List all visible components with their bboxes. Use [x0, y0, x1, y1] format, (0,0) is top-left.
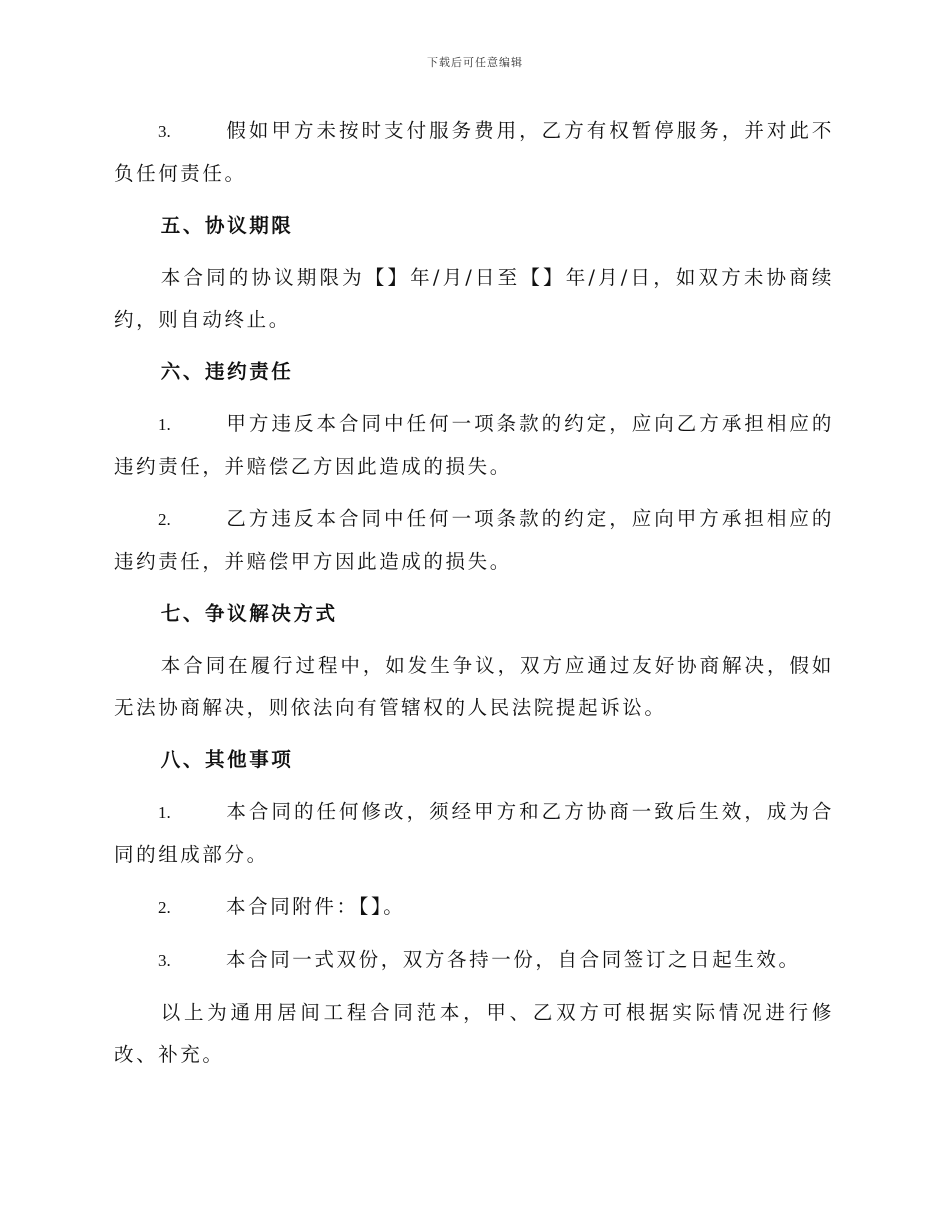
clause-8-2 [114, 886, 834, 929]
section-heading-breach: 六、违约责任 [160, 360, 294, 383]
clause-text: 乙方违反本合同中任何一项条款的约定，应向甲方承担相应的违约责任，并赔偿甲方因此造成的损失。 [114, 507, 834, 573]
section-term-paragraph: 本合同的协议期限为【】年/月/日至【】年/月/日，如双方未协商续约，则自动终止。 [114, 266, 834, 331]
clause-number: 1. [158, 415, 171, 434]
clause-number: 2. [158, 510, 171, 529]
clause-8-3 [114, 939, 834, 982]
clause-8-1 [114, 791, 834, 876]
clause-number: 3. [158, 122, 171, 141]
section-heading-term: 五、协议期限 [160, 214, 294, 237]
section-dispute-paragraph: 本合同在履行过程中，如发生争议，双方应通过友好协商解决，假如无法协商解决，则依法向有管辖权的人民法院提起诉讼。 [114, 654, 834, 719]
clause-text: 本合同的任何修改，须经甲方和乙方协商一致后生效，成为合同的组成部分。 [114, 800, 834, 866]
document-body [114, 110, 834, 1086]
clause-text: 本合同一式双份，双方各持一份，自合同签订之日起生效。 [226, 948, 801, 971]
clause-6-2 [114, 498, 834, 583]
page-header: 下载后可任意编辑 [427, 56, 523, 69]
clause-number: 1. [158, 803, 171, 822]
clause-text: 本合同附件：【】。 [226, 895, 406, 918]
clause-text: 甲方违反本合同中任何一项条款的约定，应向乙方承担相应的违约责任，并赔偿乙方因此造成的损失。 [114, 412, 834, 478]
section-heading-other: 八、其他事项 [160, 748, 294, 771]
clause-4-3 [114, 110, 834, 195]
clause-6-1 [114, 403, 834, 488]
clause-number: 3. [158, 951, 171, 970]
clause-text: 假如甲方未按时支付服务费用，乙方有权暂停服务，并对此不负任何责任。 [114, 119, 834, 185]
section-heading-dispute: 七、争议解决方式 [160, 602, 338, 625]
closing-paragraph: 以上为通用居间工程合同范本，甲、乙双方可根据实际情况进行修改、补充。 [114, 1001, 834, 1066]
clause-number: 2. [158, 898, 171, 917]
